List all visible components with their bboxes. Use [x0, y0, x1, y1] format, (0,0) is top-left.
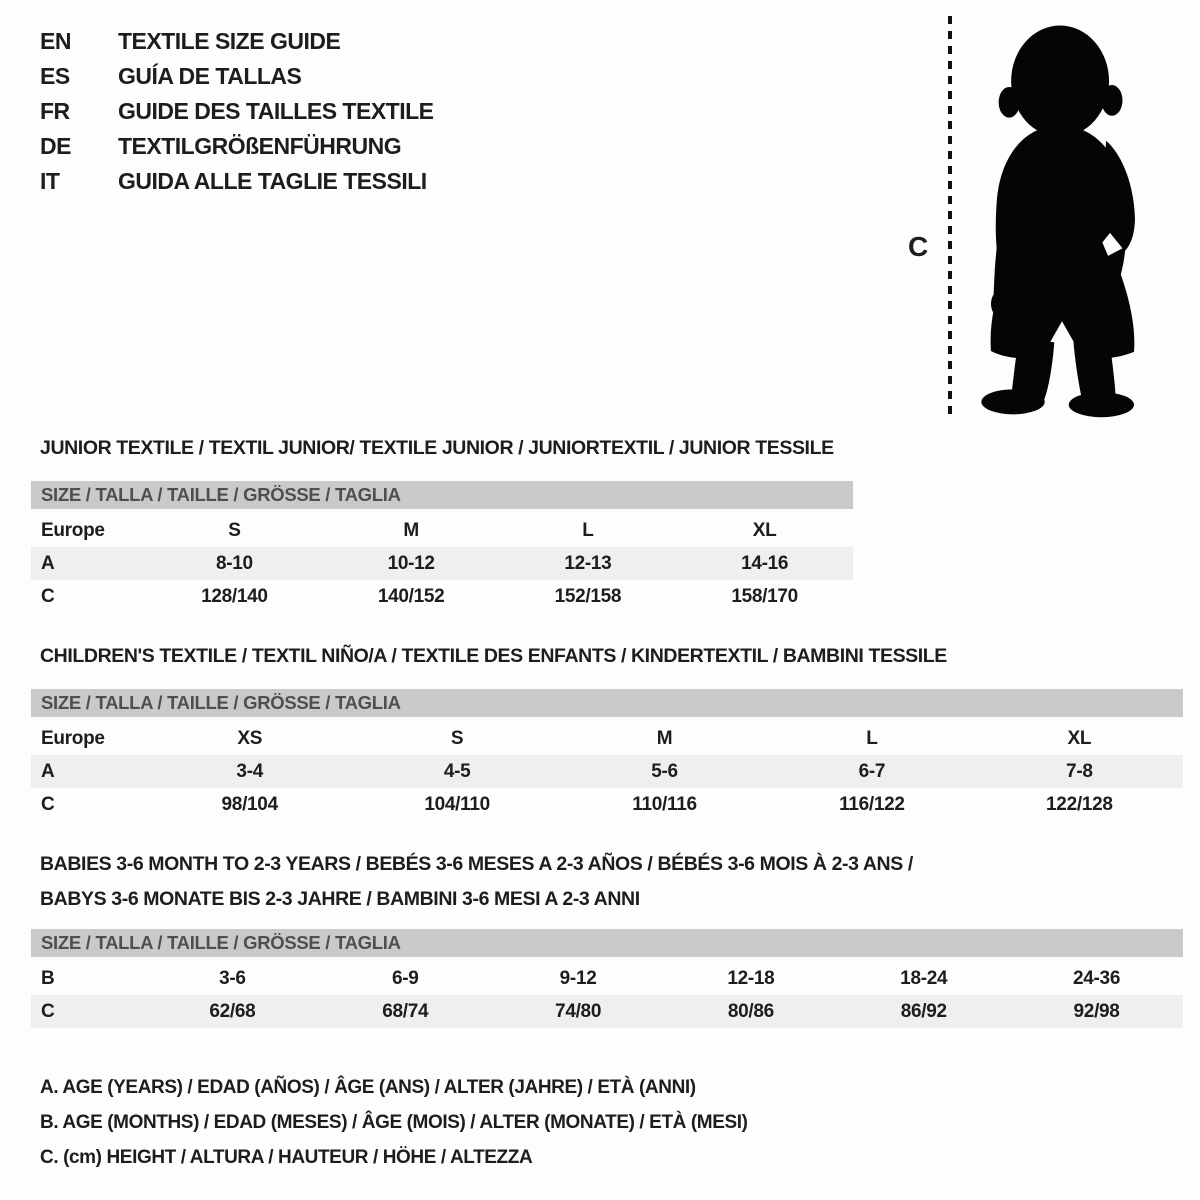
measure-c-label: C — [908, 231, 929, 262]
table-row-age-months — [31, 962, 1183, 995]
lang-title: GUIDE DES TAILLES TEXTILE — [118, 98, 434, 124]
row-label: C — [41, 793, 55, 815]
size-cell: S — [450, 727, 464, 749]
lang-code: IT — [40, 168, 60, 194]
lang-code: ES — [40, 63, 70, 89]
size-header-text: SIZE / TALLA / TAILLE / GRÖSSE / TAGLIA — [41, 692, 401, 713]
toddler-silhouette — [981, 26, 1135, 418]
age-cell: 10-12 — [387, 552, 435, 574]
size-header-bar — [31, 929, 1183, 957]
size-header-bar — [31, 689, 1183, 717]
size-cell: XL — [752, 519, 777, 541]
junior-size-table — [31, 481, 853, 613]
table-row-europe — [31, 722, 1183, 755]
row-label: Europe — [41, 727, 105, 749]
age-cell: 24-36 — [1073, 967, 1121, 989]
babies-section-title-line1: BABIES 3-6 MONTH TO 2-3 YEARS / BEBÉS 3-6 MESES A 2-3 AÑOS / BÉBÉS 3-6 MOIS À 2-3 ANS / — [40, 853, 913, 875]
height-cell: 128/140 — [201, 585, 268, 607]
height-cell: 80/86 — [727, 1000, 774, 1022]
height-figure — [898, 8, 1190, 431]
junior-section-title: JUNIOR TEXTILE / TEXTIL JUNIOR/ TEXTILE JUNIOR / JUNIORTEXTIL / JUNIOR TESSILE — [40, 437, 834, 459]
size-header-text: SIZE / TALLA / TAILLE / GRÖSSE / TAGLIA — [41, 932, 401, 953]
legend-age-years: A. AGE (YEARS) / EDAD (AÑOS) / ÂGE (ANS) / ALTER (JAHRE) / ETÀ (ANNI) — [40, 1077, 696, 1098]
row-label: C — [41, 585, 55, 607]
lang-title: TEXTILE SIZE GUIDE — [118, 28, 341, 54]
height-cell: 140/152 — [377, 585, 445, 607]
height-cell: 158/170 — [731, 585, 798, 607]
height-cell: 104/110 — [424, 793, 490, 815]
age-cell: 6-9 — [391, 967, 419, 989]
size-cell: M — [403, 519, 419, 541]
lang-code: DE — [40, 133, 71, 159]
age-cell: 8-10 — [215, 552, 253, 574]
table-row-europe — [31, 514, 853, 547]
table-row-age-years — [31, 547, 853, 580]
lang-row-en — [40, 24, 434, 59]
legend-age-months: B. AGE (MONTHS) / EDAD (MESES) / ÂGE (MOIS) / ALTER (MONATE) / ETÀ (MESI) — [40, 1112, 748, 1133]
row-label: C — [41, 1000, 55, 1022]
children-size-table — [31, 689, 1183, 821]
legend-height-cm: C. (cm) HEIGHT / ALTURA / HAUTEUR / HÖHE / ALTEZZA — [40, 1147, 533, 1168]
height-cell: 110/116 — [632, 793, 697, 815]
size-cell: L — [582, 519, 594, 541]
height-cell: 86/92 — [900, 1000, 947, 1022]
row-label: B — [41, 967, 55, 989]
size-header-bar — [31, 481, 853, 509]
table-row-height-cm — [31, 995, 1183, 1028]
lang-title: GUIDA ALLE TAGLIE TESSILI — [118, 168, 427, 194]
height-cell: 116/122 — [839, 793, 905, 815]
age-cell: 18-24 — [900, 967, 948, 989]
row-label: Europe — [41, 519, 105, 541]
height-cell: 74/80 — [555, 1000, 602, 1022]
height-cell: 68/74 — [382, 1000, 429, 1022]
table-row-height-cm — [31, 788, 1183, 821]
age-cell: 5-6 — [651, 760, 678, 782]
lang-row-es — [40, 59, 434, 94]
age-cell: 3-4 — [236, 760, 263, 782]
age-cell: 14-16 — [741, 552, 789, 574]
babies-section-title-line2: BABYS 3-6 MONATE BIS 2-3 JAHRE / BAMBINI 3-6 MESI A 2-3 ANNI — [40, 888, 640, 910]
lang-row-it — [40, 164, 434, 199]
size-cell: L — [866, 727, 878, 749]
age-cell: 4-5 — [443, 760, 471, 782]
lang-code: EN — [40, 28, 71, 54]
age-cell: 12-13 — [564, 552, 612, 574]
lang-row-fr — [40, 94, 434, 129]
height-cell: 152/158 — [554, 585, 622, 607]
row-label: A — [41, 760, 55, 782]
size-cell: M — [656, 727, 673, 749]
children-section-title: CHILDREN'S TEXTILE / TEXTIL NIÑO/A / TEXTILE DES ENFANTS / KINDERTEXTIL / BAMBINI TESSILE — [40, 645, 947, 667]
age-cell: 3-6 — [219, 967, 246, 989]
height-cell: 122/128 — [1046, 793, 1113, 815]
babies-size-table — [31, 929, 1183, 1028]
table-row-age-years — [31, 755, 1183, 788]
height-cell: 62/68 — [209, 1000, 256, 1022]
row-label: A — [41, 552, 55, 574]
age-cell: 7-8 — [1066, 760, 1093, 782]
language-title-list — [40, 24, 434, 199]
table-row-height-cm — [31, 580, 853, 613]
age-cell: 12-18 — [727, 967, 775, 989]
lang-title: GUÍA DE TALLAS — [118, 63, 302, 89]
lang-code: FR — [40, 98, 70, 124]
lang-row-de — [40, 129, 434, 164]
size-cell: S — [228, 519, 241, 541]
size-cell: XS — [237, 727, 263, 749]
size-header-text: SIZE / TALLA / TAILLE / GRÖSSE / TAGLIA — [41, 484, 401, 505]
size-cell: XL — [1067, 727, 1092, 749]
height-cell: 92/98 — [1073, 1000, 1120, 1022]
age-cell: 9-12 — [559, 967, 597, 989]
lang-title: TEXTILGRÖßENFÜHRUNG — [118, 133, 402, 159]
age-cell: 6-7 — [858, 760, 886, 782]
height-cell: 98/104 — [221, 793, 278, 815]
